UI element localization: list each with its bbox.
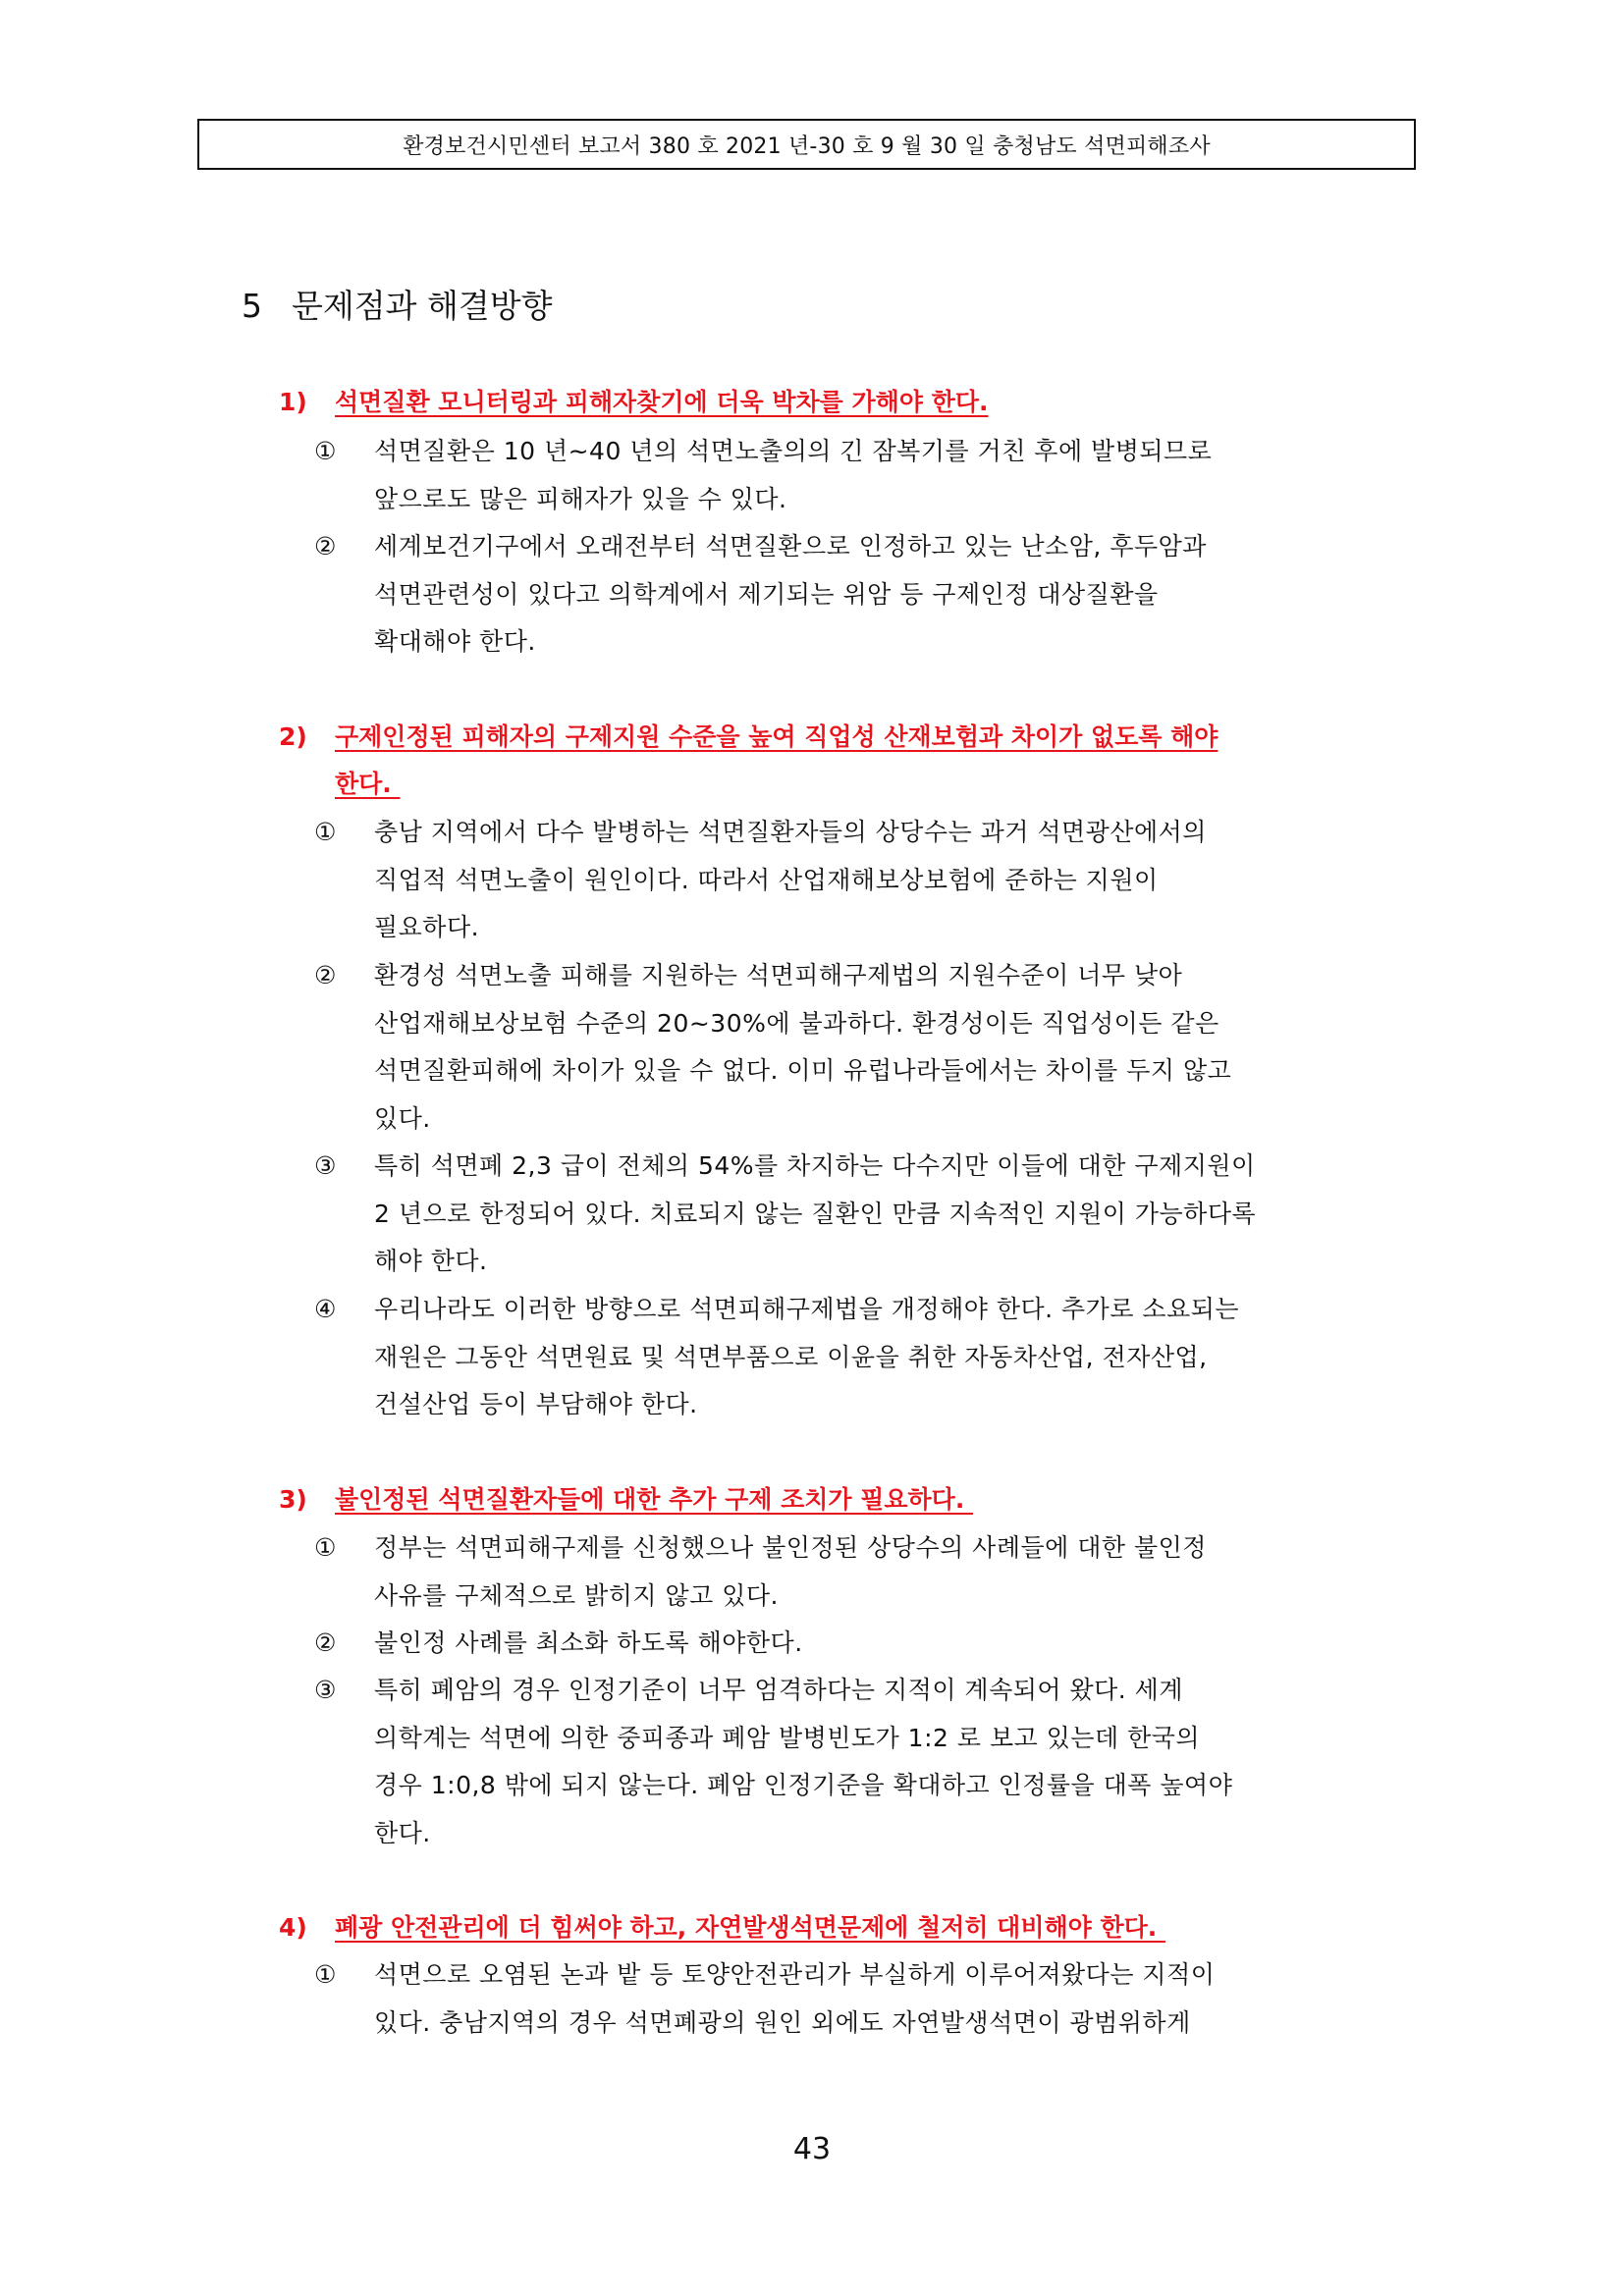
subsection-heading-text: 불인정된 석면질환자들에 대한 추가 구제 조치가 필요하다. bbox=[335, 1485, 974, 1514]
subsection-heading-text: 폐광 안전관리에 더 힘써야 하고, 자연발생석면문제에 철저히 대비해야 한다. bbox=[335, 1913, 1165, 1942]
subsection-number: 3) bbox=[279, 1485, 307, 1514]
item-text: 석면질환은 10 년~40 년의 석면노출의의 긴 잠복기를 거친 후에 발병되므로 앞으로도 많은 피해자가 있을 수 있다. bbox=[374, 437, 1213, 513]
page-number: 43 bbox=[792, 2132, 832, 2166]
item-text: 세계보건기구에서 오래전부터 석면질환으로 인정하고 있는 난소암, 후두암과 석면관련성이 있다고 의학계에서 제기되는 위암 등 구제인정 대상질환을 확대해야 한다. bbox=[374, 532, 1207, 656]
item-text: 불인정 사례를 최소화 하도록 해야한다. bbox=[374, 1629, 803, 1657]
subsection-number: 1) bbox=[279, 388, 307, 416]
item-text: 충남 지역에서 다수 발병하는 석면질환자들의 상당수는 과거 석면광산에서의 직업적 석면노출이 원인이다. 따라서 산업재해보상보험에 준하는 지원이 필요하다. bbox=[374, 818, 1207, 941]
item-text: 우리나라도 이러한 방향으로 석면피해구제법을 개정해야 한다. 추가로 소요되는 재원은 그동안 석면원료 및 석면부품으로 이윤을 취한 자동차산업, 전자산업, 건설산업 등이 부담해야 한다. bbox=[374, 1295, 1240, 1418]
subsection-heading-text: 구제인정된 피해자의 구제지원 수준을 높여 직업성 산재보험과 차이가 없도록 해야 한다. bbox=[335, 722, 1218, 798]
report-header-text: 환경보건시민센터 보고서 380 호 2021 년-30 호 9 월 30 일 충청남도 석면피해조사 bbox=[403, 133, 1211, 159]
subsection-number: 4) bbox=[279, 1913, 307, 1942]
item-text: 특히 석면폐 2,3 급이 전체의 54%를 차지하는 다수지만 이들에 대한 구제지원이 2 년으로 한정되어 있다. 치료되지 않는 질환인 만큼 지속적인 지원이 가능하다록 해야 한다. bbox=[374, 1151, 1257, 1275]
item-marker: ③ bbox=[314, 1676, 337, 1704]
report-header bbox=[197, 119, 1416, 170]
item-text: 정부는 석면피해구제를 신청했으나 불인정된 상당수의 사례들에 대한 불인정 사유를 구체적으로 밝히지 않고 있다. bbox=[374, 1533, 1207, 1610]
item-marker: ① bbox=[314, 1533, 337, 1562]
subsection-heading-text: 석면질환 모니터링과 피해자찾기에 더욱 박차를 가해야 한다. bbox=[335, 388, 989, 416]
section-title bbox=[242, 285, 553, 328]
item-text: 석면으로 오염된 논과 밭 등 토양안전관리가 부실하게 이루어져왔다는 지적이 있다. 충남지역의 경우 석면폐광의 원인 외에도 자연발생석면이 광범위하게 bbox=[374, 1960, 1216, 2037]
item-marker: ① bbox=[314, 818, 337, 846]
item-marker: ④ bbox=[314, 1295, 337, 1323]
subsection-number: 2) bbox=[279, 722, 307, 751]
item-marker: ② bbox=[314, 532, 337, 561]
item-text: 특히 폐암의 경우 인정기준이 너무 엄격하다는 지적이 계속되어 왔다. 세계 의학계는 석면에 의한 중피종과 폐암 발병빈도가 1:2 로 보고 있는데 한국의 경우 1:0,8 밖에 되지 않는다. 폐암 인정기준을 확대하고 인정률을 대폭 높여야 한다. bbox=[374, 1676, 1233, 1847]
item-marker: ① bbox=[314, 437, 337, 465]
item-text: 환경성 석면노출 피해를 지원하는 석면피해구제법의 지원수준이 너무 낮아 산업재해보상보험 수준의 20~30%에 불과하다. 환경성이든 직업성이든 같은 석면질환피해에 차이가 있을 수 없다. 이미 유럽나라들에서는 차이를 두지 않고 있다. bbox=[374, 961, 1232, 1133]
item-marker: ① bbox=[314, 1960, 337, 1989]
section-number: 5 bbox=[242, 287, 262, 325]
item-marker: ② bbox=[314, 1629, 337, 1657]
item-marker: ② bbox=[314, 961, 337, 989]
item-marker: ③ bbox=[314, 1151, 337, 1180]
section-title-text: 문제점과 해결방향 bbox=[292, 287, 553, 325]
